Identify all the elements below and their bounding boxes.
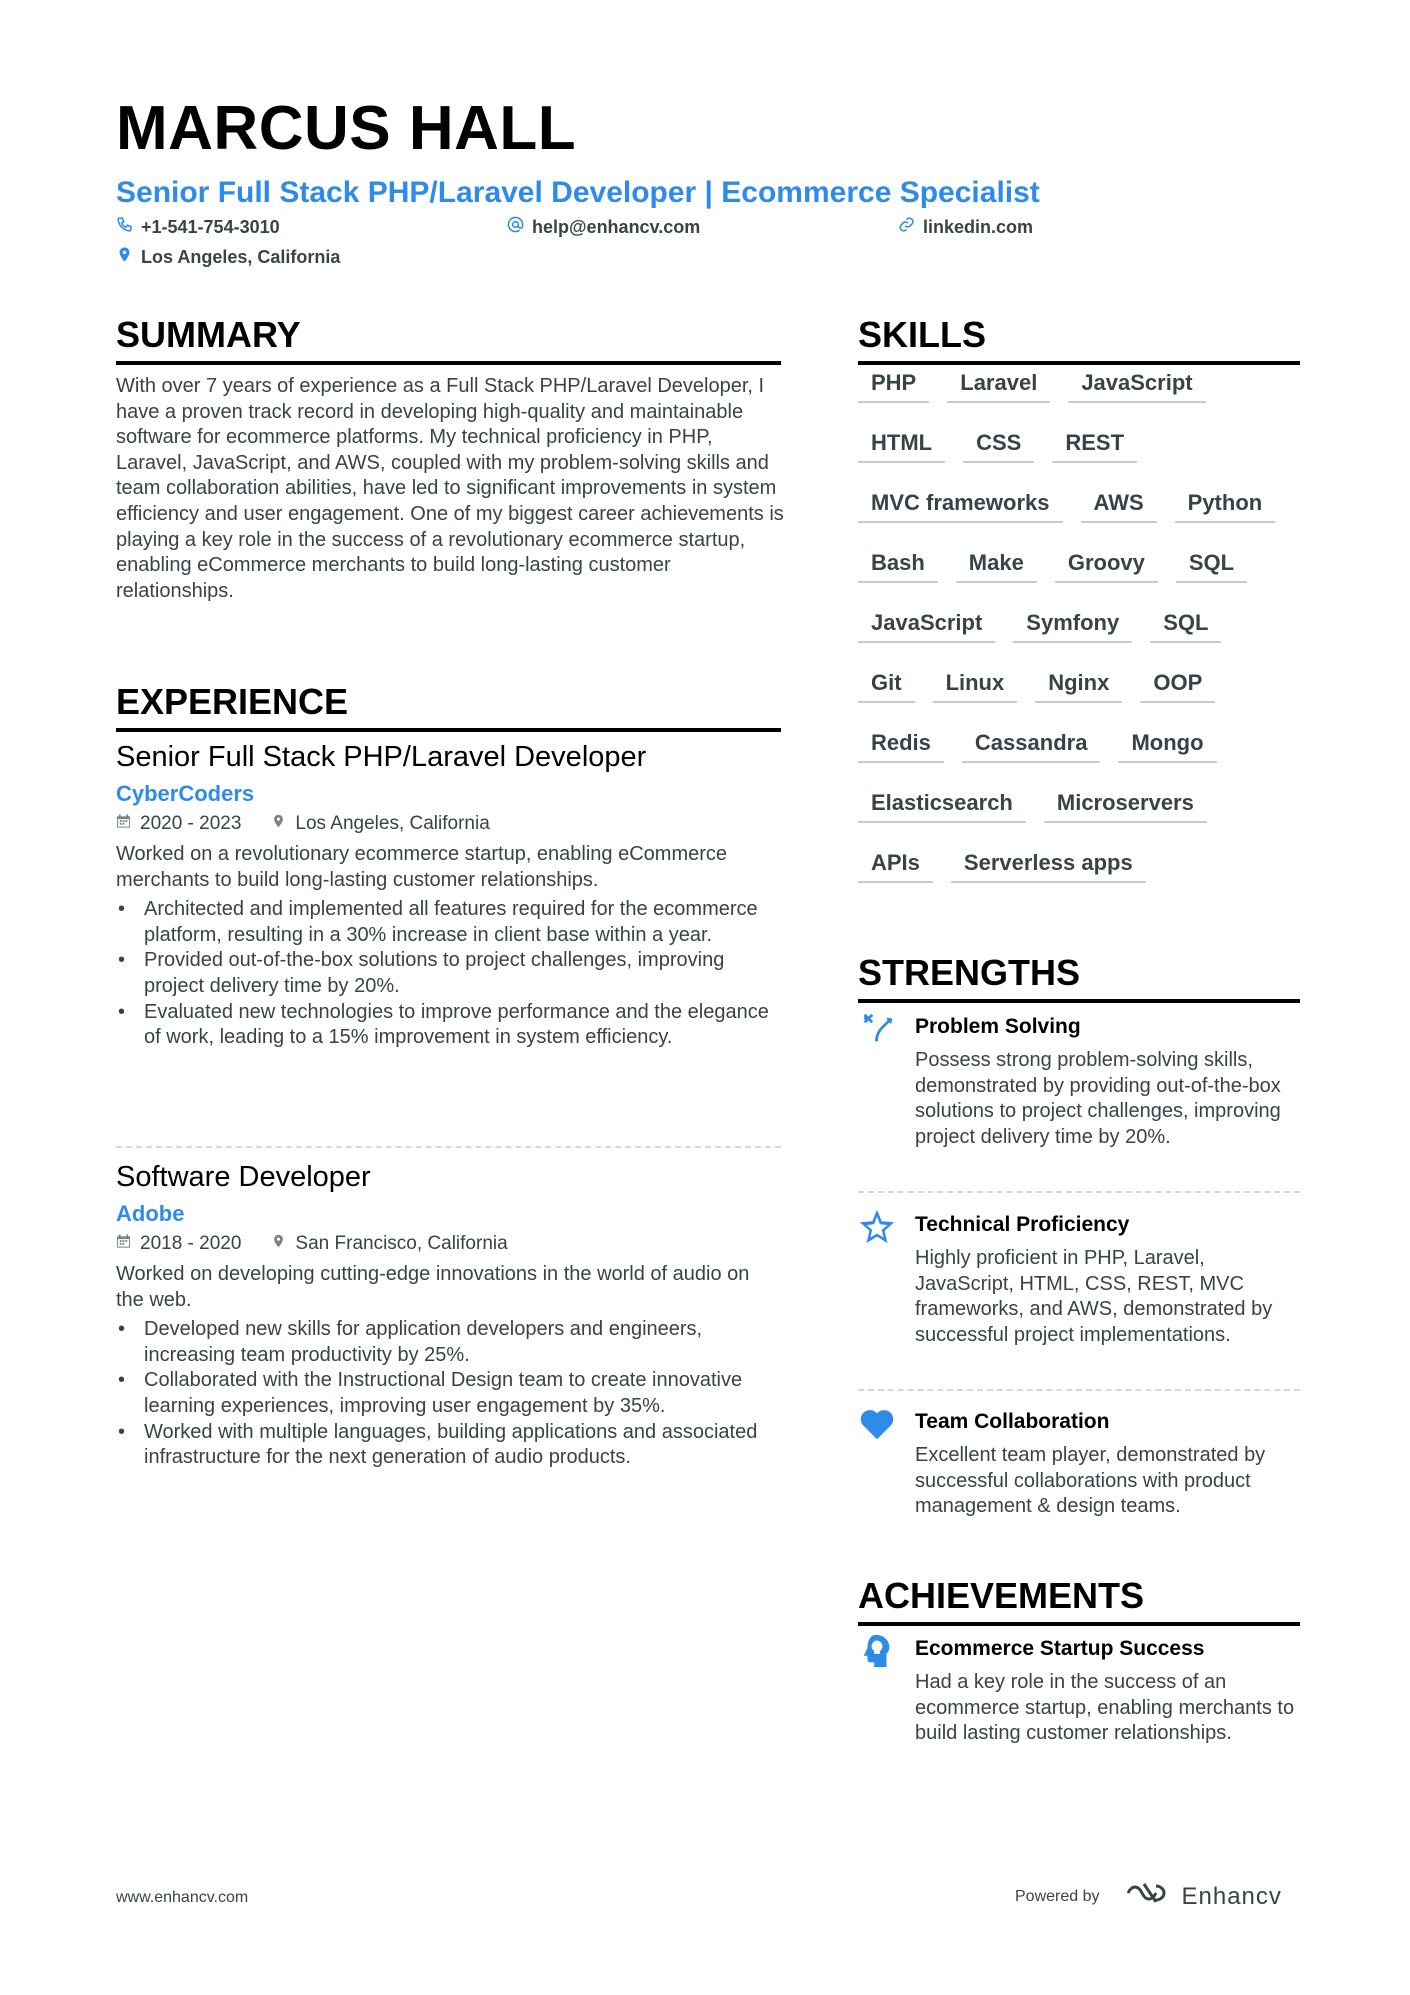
strength-divider <box>858 1389 1300 1391</box>
skill-tag: Nginx <box>1035 660 1122 703</box>
job-location: Los Angeles, California <box>271 813 489 836</box>
at-icon <box>507 216 524 238</box>
achievement-item <box>858 1632 1303 1747</box>
achievement-title: Ecommerce Startup Success <box>915 1637 1205 1660</box>
skill-tag: APIs <box>858 840 933 883</box>
contact-phone[interactable] <box>116 216 280 238</box>
skills-heading: SKILLS <box>858 317 1300 365</box>
job-divider <box>116 1146 781 1148</box>
skills-row <box>858 360 1318 420</box>
skill-tag: JavaScript <box>1068 360 1205 403</box>
job-bullet: • Developed new skills for application developers and engineers, increasing team productivity by 25%. <box>116 1317 781 1368</box>
skills-row <box>858 720 1318 780</box>
skill-tag: Laravel <box>947 360 1050 403</box>
skill-tag: Bash <box>858 540 938 583</box>
skill-tag: PHP <box>858 360 929 403</box>
job-location: San Francisco, California <box>271 1233 507 1256</box>
strength-item <box>858 1010 1303 1151</box>
job-description: Worked on developing cutting-edge innovations in the world of audio on the web. <box>116 1262 750 1311</box>
job-dates: 2018 - 2020 <box>116 1233 241 1256</box>
skill-tag: Serverless apps <box>951 840 1146 883</box>
skill-tag: JavaScript <box>858 600 995 643</box>
contact-linkedin[interactable] <box>898 216 1033 238</box>
skill-tag: Elasticsearch <box>858 780 1026 823</box>
skills-row <box>858 660 1318 720</box>
experience-entry <box>116 1160 781 1471</box>
skill-tag: AWS <box>1081 480 1157 523</box>
enhancv-logo-icon <box>1124 1880 1172 1913</box>
skills-row <box>858 540 1318 600</box>
skill-tag: MVC frameworks <box>858 480 1063 523</box>
head-lightbulb-icon <box>858 1632 896 1670</box>
phone-icon <box>116 216 133 238</box>
skill-tag: OOP <box>1140 660 1215 703</box>
job-bullets <box>116 897 781 1051</box>
powered-by-label: Powered by <box>1015 1887 1100 1905</box>
strength-description: Possess strong problem-solving skills, demonstrated by providing out-of-the-box solutions to project challenges, improving project delivery time by 20%. <box>915 1049 1281 1148</box>
skill-tag: CSS <box>963 420 1034 463</box>
route-icon <box>858 1010 896 1048</box>
candidate-name: MARCUS HALL <box>116 94 577 163</box>
job-bullets <box>116 1317 781 1471</box>
company-name[interactable]: CyberCoders <box>116 780 255 806</box>
job-meta <box>116 813 781 836</box>
job-bullet: • Evaluated new technologies to improve performance and the elegance of work, leading to a 15% improvement in system efficiency. <box>116 1000 781 1051</box>
job-description: Worked on a revolutionary ecommerce startup, enabling eCommerce merchants to build long-lasting customer relationships. <box>116 842 728 891</box>
skills-row <box>858 780 1318 840</box>
strength-title: Problem Solving <box>915 1015 1081 1038</box>
skill-tag: Git <box>858 660 915 703</box>
footer-website[interactable]: www.enhancv.com <box>116 1889 249 1906</box>
strengths-heading: STRENGTHS <box>858 955 1300 1003</box>
job-title: Software Developer <box>116 1161 371 1193</box>
job-meta <box>116 1233 781 1256</box>
strength-title: Technical Proficiency <box>915 1213 1130 1236</box>
job-bullet: • Provided out-of-the-box solutions to project challenges, improving project delivery time by 20%. <box>116 948 781 999</box>
skill-tag: SQL <box>1150 600 1221 643</box>
company-name[interactable]: Adobe <box>116 1200 185 1226</box>
star-icon <box>858 1208 896 1246</box>
skill-tag: Mongo <box>1118 720 1216 763</box>
strength-item <box>858 1208 1303 1349</box>
location-pin-icon <box>116 246 133 268</box>
strength-title: Team Collaboration <box>915 1410 1110 1433</box>
job-bullet: • Architected and implemented all features required for the ecommerce platform, resulting in a 30% increase in client base within a year. <box>116 897 781 948</box>
skills-row <box>858 420 1318 480</box>
skill-tag: Redis <box>858 720 944 763</box>
skills-list <box>858 360 1318 900</box>
skills-row <box>858 840 1318 900</box>
heart-icon <box>858 1405 896 1443</box>
contact-email[interactable] <box>507 216 700 238</box>
skill-tag: Groovy <box>1055 540 1158 583</box>
location-text: Los Angeles, California <box>141 246 341 267</box>
achievements-heading: ACHIEVEMENTS <box>858 1578 1300 1626</box>
brand-logo[interactable] <box>1124 1880 1282 1913</box>
summary-heading: SUMMARY <box>116 317 781 365</box>
achievement-description: Had a key role in the success of an ecommerce startup, enabling merchants to build lasting customer relationships. <box>915 1671 1295 1745</box>
skill-tag: REST <box>1052 420 1137 463</box>
candidate-headline: Senior Full Stack PHP/Laravel Developer | Ecommerce Specialist <box>116 176 1040 209</box>
strength-description: Excellent team player, demonstrated by successful collaborations with product management & design teams. <box>915 1444 1266 1518</box>
location-pin-icon <box>271 813 286 836</box>
strength-item <box>858 1405 1303 1520</box>
strength-description: Highly proficient in PHP, Laravel, JavaScript, HTML, CSS, REST, MVC frameworks, and AWS, demonstrated by successful project implementations. <box>915 1247 1273 1346</box>
job-bullet: • Collaborated with the Instructional Design team to create innovative learning experiences, improving user engagement by 35%. <box>116 1368 781 1419</box>
linkedin-text: linkedin.com <box>923 216 1034 237</box>
experience-entry <box>116 740 781 1051</box>
job-dates: 2020 - 2023 <box>116 813 241 836</box>
skill-tag: Cassandra <box>962 720 1101 763</box>
skill-tag: Symfony <box>1013 600 1132 643</box>
calendar-icon <box>116 813 131 836</box>
job-bullet: • Worked with multiple languages, building applications and associated infrastructure for the next generation of audio products. <box>116 1420 781 1471</box>
calendar-icon <box>116 1233 131 1256</box>
footer-branding <box>1015 1880 1282 1913</box>
skill-tag: Make <box>956 540 1037 583</box>
skill-tag: SQL <box>1176 540 1247 583</box>
strength-divider <box>858 1191 1300 1193</box>
job-title: Senior Full Stack PHP/Laravel Developer <box>116 741 647 773</box>
phone-text: +1-541-754-3010 <box>141 216 280 237</box>
experience-heading: EXPERIENCE <box>116 684 781 732</box>
link-icon <box>898 216 915 238</box>
skill-tag: Microservers <box>1044 780 1207 823</box>
brand-name: Enhancv <box>1181 1882 1282 1910</box>
summary-text: With over 7 years of experience as a Full Stack PHP/Laravel Developer, I have a proven track record in developing high-quality and maintainable software for ecommerce platforms. My technical proficiency in PHP, Laravel, JavaScript, and AWS, coupled with my problem-solving skills and team collaboration abilities, have led to significant improvements in system efficiency and user engagement. One of my biggest career achievements is playing a key role in the success of a revolutionary ecommerce startup, enabling eCommerce merchants to build long-lasting customer relationships. <box>116 375 784 602</box>
skills-row <box>858 600 1318 660</box>
skill-tag: Python <box>1175 480 1276 523</box>
location-pin-icon <box>271 1233 286 1256</box>
email-text: help@enhancv.com <box>532 216 701 237</box>
skill-tag: Linux <box>933 660 1018 703</box>
contact-location <box>116 246 340 268</box>
skills-row <box>858 480 1318 540</box>
skill-tag: HTML <box>858 420 945 463</box>
